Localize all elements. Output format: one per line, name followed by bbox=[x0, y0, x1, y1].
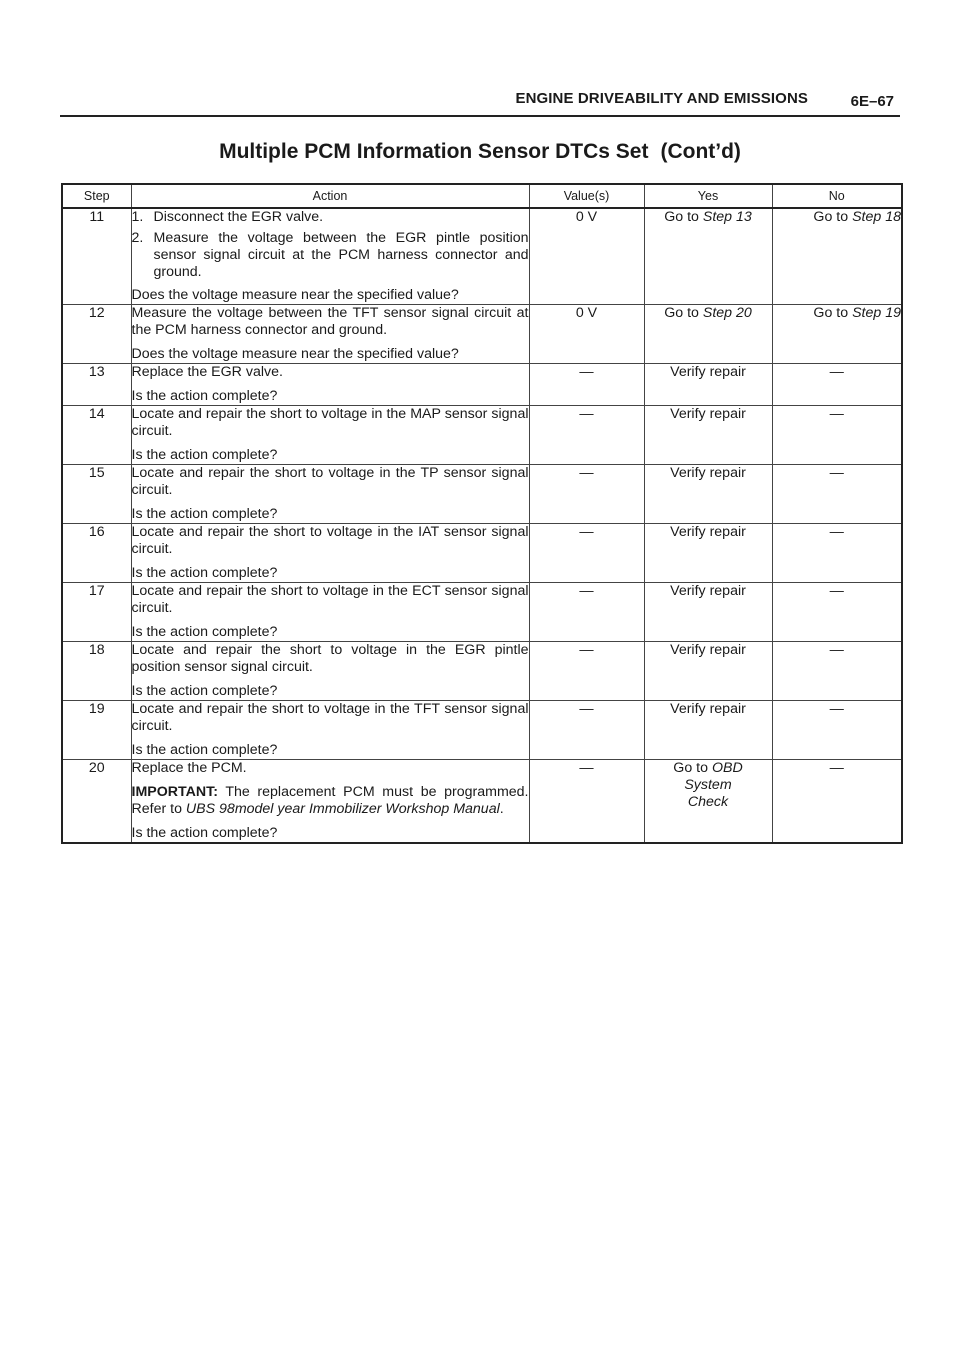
value-cell: 0 V bbox=[529, 208, 644, 305]
action-text: Locate and repair the short to voltage in the ECT sensor signal circuit. bbox=[131, 583, 529, 616]
step-number: 16 bbox=[62, 524, 131, 583]
action-cell bbox=[131, 406, 529, 465]
title-main: Multiple PCM Information Sensor DTCs Set bbox=[219, 140, 649, 163]
table-row bbox=[62, 465, 902, 524]
section-title: ENGINE DRIVEABILITY AND EMISSIONS bbox=[515, 90, 808, 107]
title-contd: (Cont’d) bbox=[660, 140, 741, 163]
no-step-link[interactable]: Step 19 bbox=[852, 305, 901, 321]
action-text: Locate and repair the short to voltage in the IAT sensor signal circuit. bbox=[131, 524, 529, 557]
value-cell: — bbox=[529, 701, 644, 760]
yes-step-link[interactable]: Step 13 bbox=[702, 209, 752, 225]
action-text: Locate and repair the short to voltage in the TP sensor signal circuit. bbox=[131, 465, 529, 498]
action-cell bbox=[131, 642, 529, 701]
value-cell: — bbox=[529, 760, 644, 844]
value-cell: 0 V bbox=[529, 305, 644, 364]
action-question: Does the voltage measure near the specified value? bbox=[131, 346, 459, 362]
column-header-no: No bbox=[772, 184, 902, 208]
action-text: Locate and repair the short to voltage in the MAP sensor signal circuit. bbox=[131, 406, 529, 439]
action-cell bbox=[131, 701, 529, 760]
no-cell: — bbox=[772, 701, 902, 760]
important-note bbox=[132, 784, 529, 818]
no-cell: — bbox=[772, 583, 902, 642]
no-cell bbox=[772, 305, 902, 364]
action-question: Does the voltage measure near the specified value? bbox=[131, 287, 459, 303]
action-question: Is the action complete? bbox=[131, 825, 278, 841]
yes-prefix: Go to bbox=[664, 305, 699, 321]
action-steps-list bbox=[132, 209, 529, 281]
column-header-values: Value(s) bbox=[529, 184, 644, 208]
column-header-action: Action bbox=[131, 184, 529, 208]
no-cell bbox=[772, 208, 902, 305]
yes-cell: Verify repair bbox=[644, 701, 772, 760]
step-number: 18 bbox=[62, 642, 131, 701]
action-cell bbox=[131, 583, 529, 642]
action-question: Is the action complete? bbox=[131, 683, 278, 699]
value-cell: — bbox=[529, 583, 644, 642]
list-item bbox=[132, 230, 529, 281]
step-number: 20 bbox=[62, 760, 131, 844]
no-cell: — bbox=[772, 642, 902, 701]
step-number: 15 bbox=[62, 465, 131, 524]
yes-prefix: Go to bbox=[664, 209, 699, 225]
yes-cell: Verify repair bbox=[644, 364, 772, 406]
step-number: 11 bbox=[62, 208, 131, 305]
value-cell: — bbox=[529, 406, 644, 465]
list-item bbox=[132, 209, 529, 226]
yes-cell bbox=[644, 305, 772, 364]
no-prefix: Go to bbox=[813, 305, 849, 321]
step-number: 14 bbox=[62, 406, 131, 465]
header-rule bbox=[60, 115, 900, 117]
obd-check-link-3[interactable]: Check bbox=[687, 794, 729, 810]
action-cell bbox=[131, 305, 529, 364]
table-row bbox=[62, 305, 902, 364]
action-text: Locate and repair the short to voltage in the TFT sensor signal circuit. bbox=[131, 701, 529, 734]
action-cell bbox=[131, 208, 529, 305]
obd-check-link-2[interactable]: System bbox=[684, 777, 732, 793]
yes-cell: Verify repair bbox=[644, 406, 772, 465]
yes-cell: Verify repair bbox=[644, 583, 772, 642]
step-number: 17 bbox=[62, 583, 131, 642]
action-text: Replace the PCM. bbox=[131, 760, 247, 776]
table-row bbox=[62, 760, 902, 844]
item-number: 1. bbox=[131, 209, 144, 225]
step-number: 19 bbox=[62, 701, 131, 760]
table-header-row bbox=[62, 184, 902, 208]
important-label: IMPORTANT: bbox=[131, 784, 218, 800]
manual-reference: UBS 98model year Immobilizer Workshop Manual bbox=[185, 801, 500, 817]
table-row bbox=[62, 642, 902, 701]
yes-cell: Verify repair bbox=[644, 465, 772, 524]
action-cell bbox=[131, 524, 529, 583]
action-question: Is the action complete? bbox=[131, 565, 278, 581]
column-header-step: Step bbox=[62, 184, 131, 208]
value-cell: — bbox=[529, 465, 644, 524]
important-end: . bbox=[499, 801, 504, 817]
yes-cell: Verify repair bbox=[644, 524, 772, 583]
no-cell: — bbox=[772, 760, 902, 844]
page-title bbox=[0, 140, 960, 164]
no-cell: — bbox=[772, 364, 902, 406]
action-question: Is the action complete? bbox=[131, 388, 278, 404]
yes-cell bbox=[644, 208, 772, 305]
table-row bbox=[62, 208, 902, 305]
item-text: Measure the voltage between the EGR pintle position sensor signal circuit at the PCM harness connector and ground. bbox=[153, 230, 529, 280]
action-cell bbox=[131, 465, 529, 524]
yes-cell bbox=[644, 760, 772, 844]
yes-step-link[interactable]: Step 20 bbox=[702, 305, 752, 321]
diagnostic-table bbox=[61, 183, 903, 844]
page-number: 6E–67 bbox=[850, 93, 894, 110]
action-question: Is the action complete? bbox=[131, 506, 278, 522]
table-row bbox=[62, 583, 902, 642]
no-step-link[interactable]: Step 18 bbox=[852, 209, 901, 225]
yes-prefix: Go to bbox=[673, 760, 708, 776]
action-text: Locate and repair the short to voltage in the EGR pintle position sensor signal circuit. bbox=[131, 642, 529, 675]
table-row bbox=[62, 364, 902, 406]
action-question: Is the action complete? bbox=[131, 447, 278, 463]
no-cell: — bbox=[772, 465, 902, 524]
no-prefix: Go to bbox=[813, 209, 849, 225]
table-row bbox=[62, 406, 902, 465]
page-header bbox=[60, 88, 900, 118]
item-text: Disconnect the EGR valve. bbox=[153, 209, 324, 225]
step-number: 13 bbox=[62, 364, 131, 406]
table-row bbox=[62, 701, 902, 760]
action-text: Measure the voltage between the TFT sensor signal circuit at the PCM harness connector and ground. bbox=[131, 305, 529, 338]
action-text: Replace the EGR valve. bbox=[131, 364, 283, 380]
no-cell: — bbox=[772, 406, 902, 465]
action-cell bbox=[131, 364, 529, 406]
item-number: 2. bbox=[131, 230, 144, 246]
action-cell bbox=[131, 760, 529, 844]
table-row bbox=[62, 524, 902, 583]
important-text: The replacement PCM must be programmed. Refer to bbox=[131, 784, 529, 817]
action-question: Is the action complete? bbox=[131, 624, 278, 640]
value-cell: — bbox=[529, 364, 644, 406]
yes-cell: Verify repair bbox=[644, 642, 772, 701]
action-question: Is the action complete? bbox=[131, 742, 278, 758]
column-header-yes: Yes bbox=[644, 184, 772, 208]
obd-check-link-1[interactable]: OBD bbox=[711, 760, 743, 776]
step-number: 12 bbox=[62, 305, 131, 364]
value-cell: — bbox=[529, 524, 644, 583]
no-cell: — bbox=[772, 524, 902, 583]
value-cell: — bbox=[529, 642, 644, 701]
